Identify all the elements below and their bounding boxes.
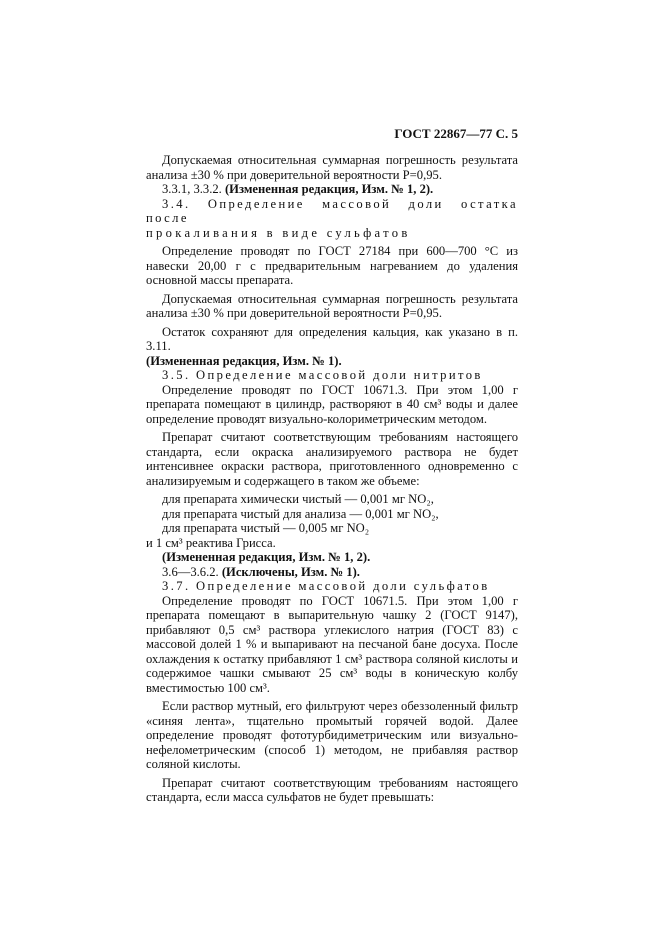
list-item: для препарата чистый — 0,005 мг NO₂ — [162, 521, 370, 535]
exclusion-note: (Исключены, Изм. № 1). — [221, 564, 360, 579]
paragraph: Определение проводят по ГОСТ 10671.3. При этом 1,00 г препарата помещают в цилиндр, растворяют в 40 см³ воды и далее определение проводят визуально-колориметрическим методом. — [146, 382, 518, 426]
paragraph: Остаток сохраняют для определения кальция, как указано в п. 3.11. — [146, 324, 518, 353]
paragraph: Препарат считают соответствующим требованиям настоящего стандарта, если окраска анализируемого раствора не будет интенсивнее окраски раствора, приготовленного одновременно с анализируемым и содержащего в таком же объеме: — [146, 430, 518, 488]
section-heading-3-5: 3.5. Определение массовой доли нитритов — [162, 368, 483, 382]
paragraph: Препарат считают соответствующим требованиям настоящего стандарта, если масса сульфатов не будет превышать: — [146, 775, 518, 804]
paragraph: Если раствор мутный, его фильтруют через обеззоленный фильтр «синяя лента», тщательно промытый горячей водой. Далее определение проводят фототурбидиметрическим или визуально-нефелометрическим (способ 1) методом, не прибавляя раствор соляной кислоты. — [146, 699, 518, 771]
paragraph-amendment — [146, 182, 518, 197]
paragraph: Допускаемая относительная суммарная погрешность результата анализа ±30 % при доверительной вероятности Р=0,95. — [146, 153, 518, 182]
clause-number: 3.3.1, 3.3.2. — [162, 182, 222, 196]
clause-number: 3.6—3.6.2. — [162, 564, 219, 579]
requirement-list — [146, 492, 518, 550]
amendment-note: (Измененная редакция, Изм. № 1). — [146, 353, 342, 368]
paragraph: Допускаемая относительная суммарная погрешность результата анализа ±30 % при доверительной вероятности Р=0,95. — [146, 291, 518, 320]
amendment-note: (Измененная редакция, Изм. № 1, 2). — [224, 182, 434, 196]
document-body — [146, 153, 518, 805]
section-heading-3-4-line2: прокаливания в виде сульфатов — [146, 225, 411, 240]
section-heading-3-4-line1: 3.4. Определение массовой доли остатка после — [146, 196, 518, 225]
list-item: для препарата чистый для анализа — 0,001 мг NO₂, — [162, 506, 439, 521]
list-item: и 1 см³ реактива Грисса. — [146, 535, 276, 550]
paragraph: Определение проводят по ГОСТ 27184 при 600—700 °С из навески 20,00 г с предварительным нагреванием до удаления основной массы препарата. — [146, 244, 518, 287]
section-heading-3-7: 3.7. Определение массовой доли сульфатов — [162, 579, 490, 593]
page-header: ГОСТ 22867—77 С. 5 — [394, 126, 518, 141]
paragraph-excluded — [146, 565, 518, 580]
amendment-note: (Измененная редакция, Изм. № 1, 2). — [162, 550, 371, 564]
paragraph: Определение проводят по ГОСТ 10671.5. При этом 1,00 г препарата помещают в выпарительную чашку 2 (ГОСТ 9147), прибавляют 0,5 см³ раствора углекислого натрия (ГОСТ 83) с массовой долей 1 % и выпаривают на песчаной бане досуха. После охлаждения к остатку прибавляют 1 см³ раствора соляной кислоты и содержимое чашки смывают 25 см³ воды в коническую колбу вместимостью 100 см³. — [146, 593, 518, 695]
list-item: для препарата химически чистый — 0,001 мг NO₂, — [162, 492, 434, 506]
